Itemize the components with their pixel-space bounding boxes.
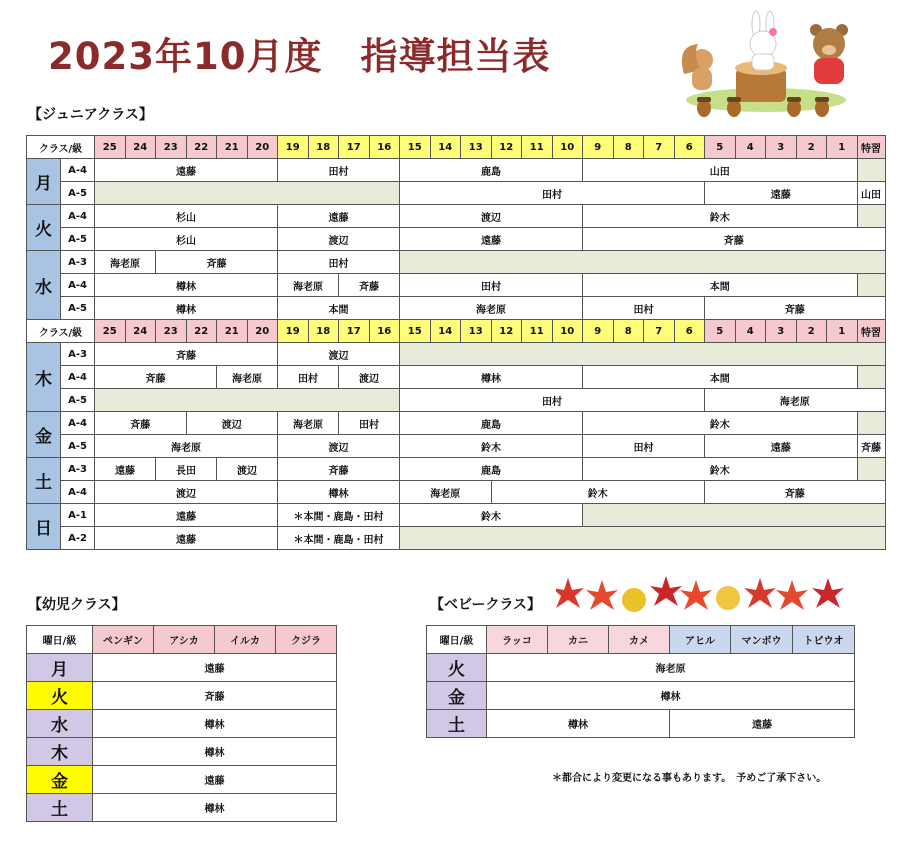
coach-cell: 渡辺 <box>278 228 400 251</box>
coach-cell: 海老原 <box>217 366 278 389</box>
table-row <box>27 159 886 182</box>
level-header: 17 <box>339 136 370 159</box>
coach-cell: 田村 <box>278 159 400 182</box>
class-header: トビウオ <box>793 626 855 654</box>
day-cell: 土 <box>427 710 487 738</box>
level-header: 15 <box>400 136 431 159</box>
class-header: カメ <box>609 626 670 654</box>
table-row <box>27 527 886 550</box>
coach-cell: 杉山 <box>95 205 278 228</box>
day-level-header: 曜日/級 <box>27 626 93 654</box>
coach-cell: 田村 <box>278 366 339 389</box>
level-header: 2 <box>796 320 827 343</box>
coach-cell: 斉藤 <box>278 458 400 481</box>
coach-cell: 斉藤 <box>93 682 337 710</box>
table-row <box>27 205 886 228</box>
coach-cell: 田村 <box>583 297 705 320</box>
day-cell: 土 <box>27 794 93 822</box>
coach-cell: 海老原 <box>400 297 583 320</box>
coach-cell: 樽林 <box>93 794 337 822</box>
empty-cell <box>857 412 885 435</box>
level-header: 20 <box>247 320 278 343</box>
coach-cell: 田村 <box>400 274 583 297</box>
level-header: 12 <box>491 136 522 159</box>
infant-section-label: 【幼児クラス】 <box>28 597 126 613</box>
table-row <box>427 682 855 710</box>
coach-cell: 杉山 <box>95 228 278 251</box>
class-header: マンボウ <box>731 626 793 654</box>
coach-cell: 渡辺 <box>339 366 400 389</box>
day-cell-mon: 月 <box>27 159 61 205</box>
class-cell: A-5 <box>61 228 95 251</box>
baby-section-label: 【ベビークラス】 <box>430 597 542 613</box>
level-header: 1 <box>827 136 858 159</box>
level-header: 18 <box>308 320 339 343</box>
coach-cell: 田村 <box>339 412 400 435</box>
level-header: 5 <box>705 136 736 159</box>
day-cell-sun: 日 <box>27 504 61 550</box>
level-header: 16 <box>369 320 400 343</box>
day-cell: 火 <box>27 682 93 710</box>
class-cell: A-4 <box>61 366 95 389</box>
level-header: 25 <box>95 320 126 343</box>
coach-cell: 遠藤 <box>705 435 858 458</box>
coach-cell: 鹿島 <box>400 412 583 435</box>
day-cell-sat: 土 <box>27 458 61 504</box>
table-row <box>427 710 855 738</box>
coach-cell: 樽林 <box>487 710 670 738</box>
class-cell: A-3 <box>61 458 95 481</box>
day-cell-fri: 金 <box>27 412 61 458</box>
table-row <box>27 738 337 766</box>
coach-cell: 渡辺 <box>217 458 278 481</box>
class-header: アヒル <box>670 626 731 654</box>
infant-schedule-table <box>26 625 337 822</box>
level-header: 15 <box>400 320 431 343</box>
class-cell: A-4 <box>61 205 95 228</box>
coach-cell: ＊本間・鹿島・田村 <box>278 527 400 550</box>
level-header: 13 <box>461 320 492 343</box>
table-row <box>27 794 337 822</box>
class-cell: A-5 <box>61 182 95 205</box>
coach-cell: 遠藤 <box>278 205 400 228</box>
level-header: 10 <box>552 320 583 343</box>
coach-cell: 斉藤 <box>705 297 886 320</box>
level-header: 11 <box>522 320 553 343</box>
level-header: 24 <box>125 136 156 159</box>
coach-cell: 本間 <box>583 366 858 389</box>
level-header: 13 <box>461 136 492 159</box>
coach-cell: 斉藤 <box>857 435 885 458</box>
coach-cell: 鈴木 <box>400 435 583 458</box>
coach-cell: 斉藤 <box>156 251 278 274</box>
empty-cell <box>583 504 886 527</box>
table-row <box>27 654 337 682</box>
level-header: 14 <box>430 136 461 159</box>
coach-cell: 海老原 <box>278 274 339 297</box>
level-header: 9 <box>583 320 614 343</box>
table-row <box>27 366 886 389</box>
coach-cell: 鈴木 <box>491 481 705 504</box>
coach-cell: 樽林 <box>93 738 337 766</box>
coach-cell: 鈴木 <box>583 205 858 228</box>
table-row <box>27 297 886 320</box>
class-header: アシカ <box>154 626 215 654</box>
class-header: イルカ <box>215 626 276 654</box>
level-header: 23 <box>156 136 187 159</box>
day-cell-tue: 火 <box>27 205 61 251</box>
table-row <box>27 435 886 458</box>
coach-cell: 樽林 <box>400 366 583 389</box>
coach-cell: 遠藤 <box>93 654 337 682</box>
level-header: 23 <box>156 320 187 343</box>
coach-cell: 鹿島 <box>400 458 583 481</box>
empty-cell <box>857 366 885 389</box>
coach-cell: 山田 <box>583 159 858 182</box>
day-cell: 水 <box>27 710 93 738</box>
level-header: 16 <box>369 136 400 159</box>
table-row <box>27 412 886 435</box>
level-header: 19 <box>278 320 309 343</box>
level-header: 24 <box>125 320 156 343</box>
level-header: 4 <box>735 320 766 343</box>
coach-cell: 本間 <box>583 274 858 297</box>
level-header: 8 <box>613 320 644 343</box>
level-header: 17 <box>339 320 370 343</box>
coach-cell: 長田 <box>156 458 217 481</box>
day-cell: 月 <box>27 654 93 682</box>
level-header: 7 <box>644 320 675 343</box>
empty-cell <box>857 274 885 297</box>
level-header: 3 <box>766 136 797 159</box>
class-cell: A-1 <box>61 504 95 527</box>
coach-cell: 樽林 <box>95 274 278 297</box>
coach-cell: 渡辺 <box>278 343 400 366</box>
coach-cell: 渡辺 <box>186 412 278 435</box>
forest-animals-illustration <box>676 8 856 120</box>
coach-cell: 海老原 <box>705 389 886 412</box>
table-row <box>27 251 886 274</box>
footnote: ＊都合により変更になる事もあります。 予めご了承下さい。 <box>552 773 827 784</box>
level-header: 19 <box>278 136 309 159</box>
coach-cell: 海老原 <box>278 412 339 435</box>
coach-cell: 渡辺 <box>400 205 583 228</box>
coach-cell: 鈴木 <box>583 412 858 435</box>
table-row <box>27 710 337 738</box>
level-header: 22 <box>186 136 217 159</box>
coach-cell: 遠藤 <box>95 527 278 550</box>
class-cell: A-4 <box>61 412 95 435</box>
table-row <box>27 481 886 504</box>
class-cell: A-2 <box>61 527 95 550</box>
coach-cell: 樽林 <box>95 297 278 320</box>
level-header: 特習 <box>857 320 885 343</box>
empty-cell <box>400 527 886 550</box>
day-level-header: 曜日/級 <box>427 626 487 654</box>
class-level-header: クラス/級 <box>27 136 95 159</box>
coach-cell: 遠藤 <box>705 182 858 205</box>
coach-cell: 遠藤 <box>93 766 337 794</box>
class-level-header: クラス/級 <box>27 320 95 343</box>
level-header: 25 <box>95 136 126 159</box>
table-row <box>27 682 337 710</box>
table-row <box>27 343 886 366</box>
coach-cell: 斉藤 <box>95 366 217 389</box>
infant-header-row <box>27 626 337 654</box>
coach-cell: 斉藤 <box>583 228 886 251</box>
coach-cell: 斉藤 <box>339 274 400 297</box>
level-header: 6 <box>674 320 705 343</box>
coach-cell: 海老原 <box>400 481 492 504</box>
coach-cell: 斉藤 <box>705 481 886 504</box>
class-header: クジラ <box>276 626 337 654</box>
day-cell-wed: 水 <box>27 251 61 320</box>
coach-cell: 斉藤 <box>95 343 278 366</box>
level-header: 1 <box>827 320 858 343</box>
table-row <box>427 654 855 682</box>
class-cell: A-5 <box>61 435 95 458</box>
table-row <box>27 766 337 794</box>
day-cell-thu: 木 <box>27 343 61 412</box>
junior-section-label: 【ジュニアクラス】 <box>28 107 153 123</box>
level-header: 特習 <box>857 136 885 159</box>
coach-cell: 遠藤 <box>95 458 156 481</box>
baby-schedule-table <box>426 625 855 738</box>
coach-cell: 田村 <box>278 251 400 274</box>
class-cell: A-4 <box>61 274 95 297</box>
coach-cell: 遠藤 <box>95 504 278 527</box>
table-row <box>27 182 886 205</box>
table-row <box>27 458 886 481</box>
level-header: 2 <box>796 136 827 159</box>
coach-cell: 田村 <box>400 182 705 205</box>
junior-schedule-table <box>26 135 886 550</box>
coach-cell: 遠藤 <box>400 228 583 251</box>
level-header: 5 <box>705 320 736 343</box>
class-cell: A-4 <box>61 159 95 182</box>
level-header: 20 <box>247 136 278 159</box>
level-header: 18 <box>308 136 339 159</box>
coach-cell: 田村 <box>400 389 705 412</box>
class-cell: A-3 <box>61 251 95 274</box>
empty-cell <box>857 159 885 182</box>
coach-cell: 遠藤 <box>670 710 855 738</box>
empty-cell <box>95 389 400 412</box>
coach-cell: 樽林 <box>487 682 855 710</box>
coach-cell: 海老原 <box>95 435 278 458</box>
level-header: 22 <box>186 320 217 343</box>
page-title: 2023年10月度 指導担当表 <box>48 35 551 78</box>
empty-cell <box>857 205 885 228</box>
level-header: 9 <box>583 136 614 159</box>
coach-cell: 渡辺 <box>278 435 400 458</box>
day-cell: 火 <box>427 654 487 682</box>
empty-cell <box>400 343 886 366</box>
coach-cell: 樽林 <box>93 710 337 738</box>
class-header: カニ <box>548 626 609 654</box>
day-cell: 金 <box>27 766 93 794</box>
table-row <box>27 504 886 527</box>
class-cell: A-5 <box>61 297 95 320</box>
coach-cell: 海老原 <box>487 654 855 682</box>
level-header: 4 <box>735 136 766 159</box>
level-header: 10 <box>552 136 583 159</box>
autumn-leaves-illustration <box>556 570 856 620</box>
level-header: 11 <box>522 136 553 159</box>
coach-cell: 鈴木 <box>583 458 858 481</box>
empty-cell <box>857 458 885 481</box>
level-header: 6 <box>674 136 705 159</box>
level-header: 21 <box>217 320 248 343</box>
coach-cell: 田村 <box>583 435 705 458</box>
level-header: 8 <box>613 136 644 159</box>
class-cell: A-5 <box>61 389 95 412</box>
coach-cell: 山田 <box>857 182 885 205</box>
coach-cell: 海老原 <box>95 251 156 274</box>
junior-header-row <box>27 136 886 159</box>
level-header: 7 <box>644 136 675 159</box>
empty-cell <box>95 182 400 205</box>
class-header: ペンギン <box>93 626 154 654</box>
coach-cell: 樽林 <box>278 481 400 504</box>
coach-cell: 鹿島 <box>400 159 583 182</box>
level-header: 12 <box>491 320 522 343</box>
class-header: ラッコ <box>487 626 548 654</box>
coach-cell: 斉藤 <box>95 412 187 435</box>
day-cell: 金 <box>427 682 487 710</box>
class-cell: A-3 <box>61 343 95 366</box>
table-row <box>27 274 886 297</box>
level-header: 14 <box>430 320 461 343</box>
class-cell: A-4 <box>61 481 95 504</box>
coach-cell: 本間 <box>278 297 400 320</box>
empty-cell <box>400 251 886 274</box>
baby-header-row <box>427 626 855 654</box>
level-header: 3 <box>766 320 797 343</box>
level-header: 21 <box>217 136 248 159</box>
coach-cell: 鈴木 <box>400 504 583 527</box>
coach-cell: ＊本間・鹿島・田村 <box>278 504 400 527</box>
coach-cell: 遠藤 <box>95 159 278 182</box>
coach-cell: 渡辺 <box>95 481 278 504</box>
table-row <box>27 389 886 412</box>
junior-header-row <box>27 320 886 343</box>
table-row <box>27 228 886 251</box>
day-cell: 木 <box>27 738 93 766</box>
